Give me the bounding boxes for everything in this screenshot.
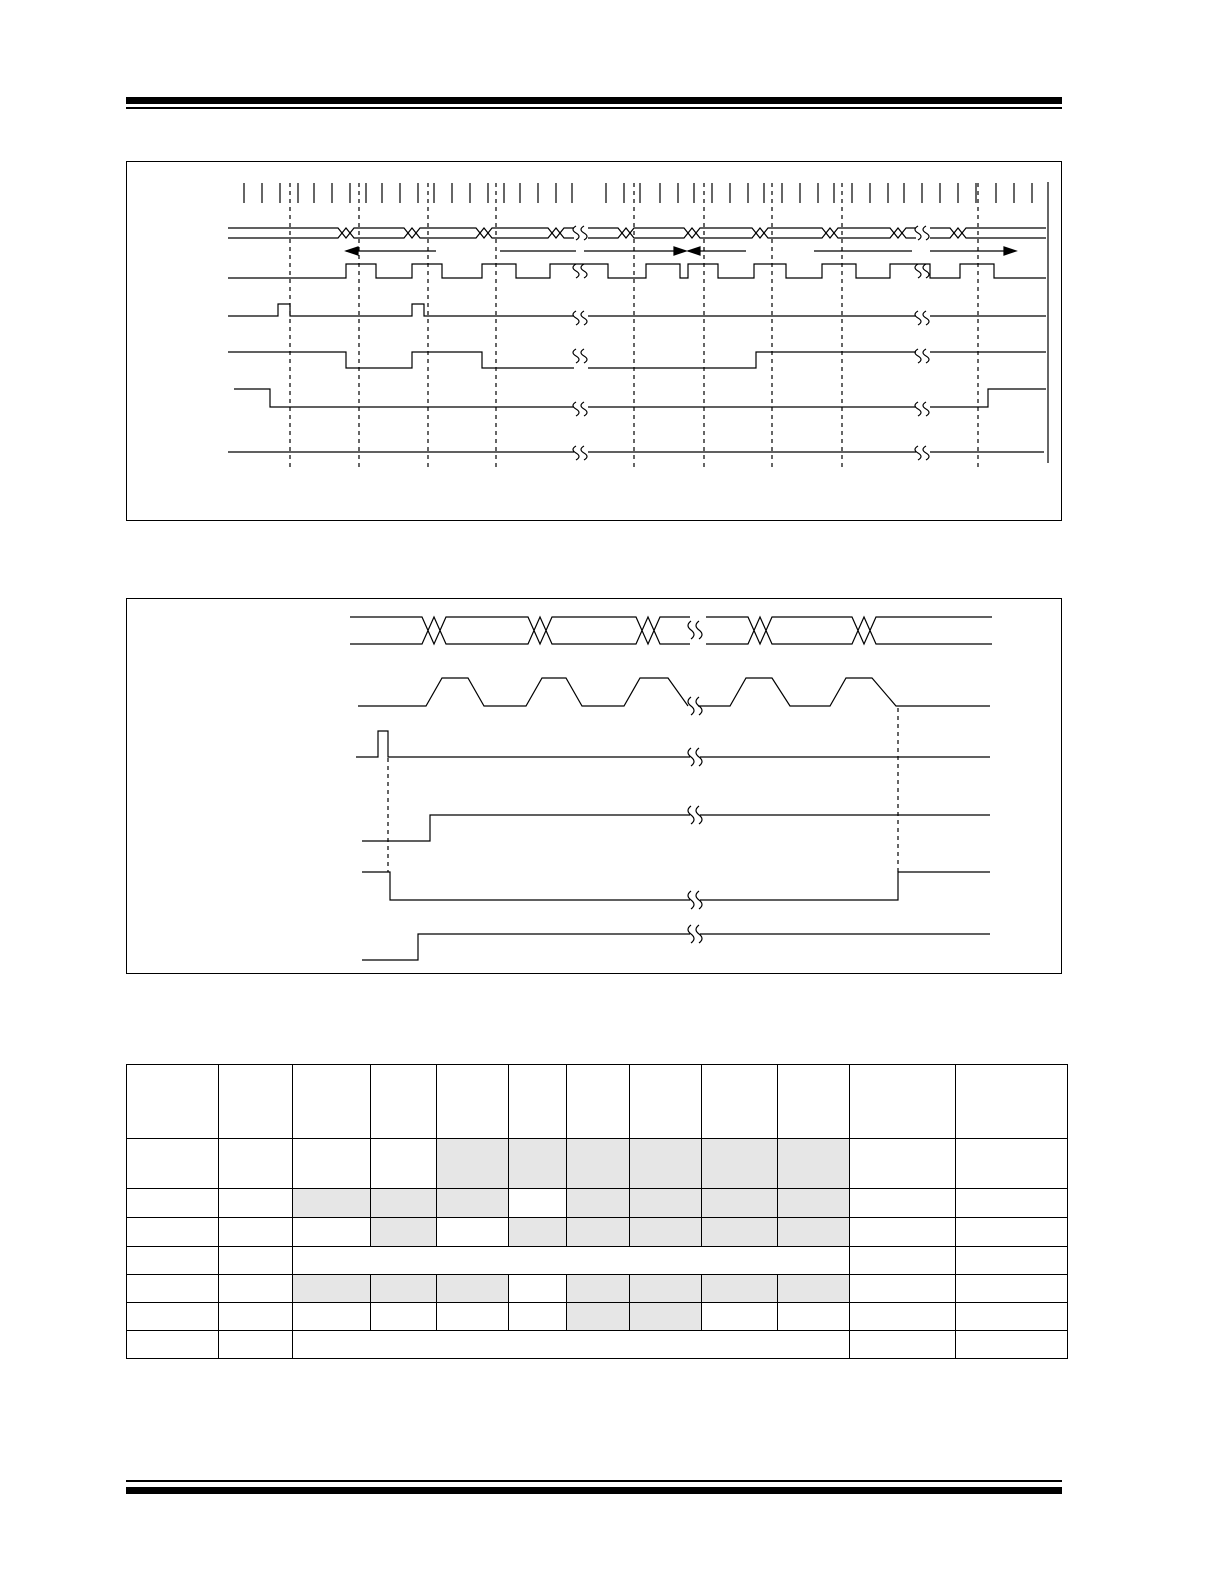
table-cell	[956, 1189, 1068, 1218]
table-cell	[850, 1247, 956, 1275]
break-mark	[923, 226, 929, 240]
header-cell	[850, 1065, 956, 1139]
table-cell	[371, 1303, 437, 1331]
table-cell	[702, 1218, 778, 1247]
break-marks-1	[573, 226, 929, 460]
table-cell	[956, 1275, 1068, 1303]
break-mark	[915, 402, 921, 416]
table-cell	[850, 1218, 956, 1247]
table-cell	[630, 1139, 702, 1189]
break-mark	[581, 402, 587, 416]
table-cell	[850, 1189, 956, 1218]
table-cell	[219, 1189, 293, 1218]
table-cell	[778, 1139, 850, 1189]
break-mark	[581, 311, 587, 325]
header-cell	[956, 1065, 1068, 1139]
table-cell	[630, 1218, 702, 1247]
table-cell	[702, 1139, 778, 1189]
table-cell	[293, 1303, 371, 1331]
footer-rule-thick	[126, 1487, 1062, 1494]
table-cell	[702, 1303, 778, 1331]
table-cell	[567, 1275, 630, 1303]
table-cell	[437, 1189, 509, 1218]
table-cell	[293, 1275, 371, 1303]
table-cell	[567, 1139, 630, 1189]
header-cell	[371, 1065, 437, 1139]
table-cell	[371, 1139, 437, 1189]
table-cell	[778, 1275, 850, 1303]
table-cell	[778, 1189, 850, 1218]
table-cell	[778, 1303, 850, 1331]
table-cell	[509, 1189, 567, 1218]
break-mark	[923, 264, 929, 278]
header-cell	[437, 1065, 509, 1139]
table-cell	[437, 1139, 509, 1189]
header-cell	[127, 1065, 219, 1139]
table-cell	[850, 1303, 956, 1331]
table-cell	[509, 1139, 567, 1189]
table-cell	[437, 1275, 509, 1303]
table-cell	[437, 1218, 509, 1247]
table-cell	[630, 1189, 702, 1218]
table-cell	[956, 1139, 1068, 1189]
timing-diagram-2	[126, 598, 1062, 974]
header-cell	[778, 1065, 850, 1139]
table-cell	[127, 1218, 219, 1247]
level-waveform-a	[228, 352, 574, 368]
break-mark	[573, 402, 579, 416]
table-cell	[127, 1303, 219, 1331]
table-cell	[778, 1218, 850, 1247]
break-mark	[915, 349, 921, 363]
table-cell	[956, 1331, 1068, 1359]
table-cell	[371, 1189, 437, 1218]
break-mark	[581, 349, 587, 363]
table-cell	[509, 1303, 567, 1331]
table-cell	[127, 1189, 219, 1218]
table-cell	[850, 1275, 956, 1303]
break-mark	[581, 446, 587, 460]
direction-arrows	[346, 247, 1016, 255]
table-cell	[702, 1275, 778, 1303]
break-mark	[923, 402, 929, 416]
table-cell	[219, 1275, 293, 1303]
table-cell	[293, 1189, 371, 1218]
break-mark	[573, 349, 579, 363]
break-mark	[915, 311, 921, 325]
cycle-markers	[290, 183, 978, 468]
break-mark	[923, 311, 929, 325]
table-cell	[127, 1275, 219, 1303]
table-row	[127, 1331, 1068, 1359]
table-cell	[630, 1275, 702, 1303]
break-mark	[573, 446, 579, 460]
table-cell	[127, 1139, 219, 1189]
table-cell	[219, 1247, 293, 1275]
table-cell	[567, 1189, 630, 1218]
table-cell	[437, 1303, 509, 1331]
header-cell	[567, 1065, 630, 1139]
table-cell	[371, 1275, 437, 1303]
header-cell	[702, 1065, 778, 1139]
pulse-waveform-1	[228, 304, 574, 316]
table-header-row	[127, 1065, 1068, 1139]
table-cell	[219, 1218, 293, 1247]
table-cell	[219, 1139, 293, 1189]
header-cell	[219, 1065, 293, 1139]
break-mark	[581, 226, 587, 240]
table-cell	[630, 1303, 702, 1331]
break-mark	[573, 264, 579, 278]
break-mark	[923, 349, 929, 363]
table-cell	[567, 1303, 630, 1331]
table-cell	[509, 1218, 567, 1247]
break-mark	[923, 446, 929, 460]
footer-rule-thin	[126, 1480, 1062, 1482]
table-cell	[371, 1218, 437, 1247]
table-cell	[956, 1303, 1068, 1331]
header-cell	[509, 1065, 567, 1139]
table-cell	[850, 1139, 956, 1189]
register-table	[126, 1064, 1068, 1359]
table-cell	[293, 1331, 850, 1359]
table-cell	[219, 1303, 293, 1331]
table-cell	[293, 1218, 371, 1247]
header-cell	[630, 1065, 702, 1139]
table-cell	[127, 1331, 219, 1359]
break-mark	[915, 264, 921, 278]
table-cell	[567, 1218, 630, 1247]
break-mark	[573, 311, 579, 325]
header-cell	[293, 1065, 371, 1139]
table-cell	[219, 1331, 293, 1359]
table-cell	[509, 1275, 567, 1303]
level-waveform-b	[234, 389, 574, 407]
table-cell	[956, 1247, 1068, 1275]
table-row	[127, 1247, 1068, 1275]
table-row	[127, 1303, 1068, 1331]
table-cell	[850, 1331, 956, 1359]
break-mark	[581, 264, 587, 278]
table-cell	[293, 1139, 371, 1189]
table-cell	[293, 1247, 850, 1275]
table-row	[127, 1218, 1068, 1247]
table-cell	[956, 1218, 1068, 1247]
break-mark	[915, 446, 921, 460]
table-row	[127, 1275, 1068, 1303]
table-row	[127, 1189, 1068, 1218]
table-cell	[127, 1247, 219, 1275]
table-cell	[702, 1189, 778, 1218]
table-row	[127, 1139, 1068, 1189]
clock-phase-ticks	[244, 183, 1032, 203]
